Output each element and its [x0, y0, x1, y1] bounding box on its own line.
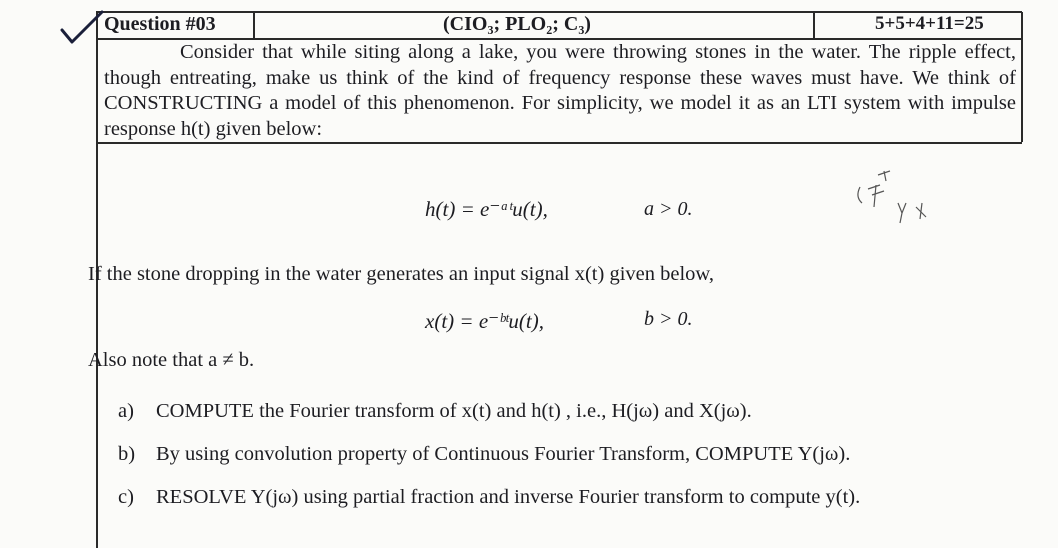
part-c-letter: c): [118, 486, 134, 508]
paragraph-text: Consider that while siting along a lake, you were throwing stones in the water. The ripple effect, though entreating, make us think of the kind of frequency response these waves must have. We think of CONSTRUCTING a model of this phenomenon. For simplicity, we model it as an LTI system with impulse response h(t) given below:: [104, 41, 1016, 140]
part-b: [118, 443, 860, 486]
part-b-text: By using convolution property of Continuous Fourier Transform, COMPUTE Y(jω).: [156, 443, 851, 465]
input-signal-equation: x(t) = e⁻ᵇᵗu(t),: [425, 309, 544, 333]
part-a: [118, 400, 860, 443]
header-divider-1: [253, 12, 255, 39]
header-divider-2: [813, 12, 815, 39]
part-c: [118, 486, 860, 529]
impulse-condition: a > 0.: [644, 198, 693, 220]
also-note: Also note that a ≠ b.: [88, 349, 255, 371]
input-condition: b > 0.: [644, 308, 693, 330]
checkmark-icon: [58, 8, 108, 48]
clo-plo-label: (CIO₃; PLO₂; C₃): [443, 13, 591, 35]
question-parts: [118, 400, 860, 529]
question-paragraph: [104, 40, 1016, 142]
impulse-response-equation: h(t) = e⁻ᵃᵗu(t),: [425, 197, 548, 221]
part-a-text: COMPUTE the Fourier transform of x(t) and h(t) , i.e., H(jω) and X(jω).: [156, 400, 752, 422]
question-number: Question #03: [104, 13, 216, 35]
handwritten-scribble: [850, 167, 940, 227]
marks-breakdown: 5+5+4+11=25: [875, 13, 984, 34]
part-a-letter: a): [118, 400, 134, 422]
part-c-text: RESOLVE Y(jω) using partial fraction and inverse Fourier transform to compute y(t).: [156, 486, 861, 508]
table-right-border: [1021, 12, 1023, 142]
part-b-letter: b): [118, 443, 136, 465]
paragraph-bottom-border: [96, 142, 1022, 144]
input-signal-sentence: If the stone dropping in the water generates an input signal x(t) given below,: [88, 263, 715, 285]
